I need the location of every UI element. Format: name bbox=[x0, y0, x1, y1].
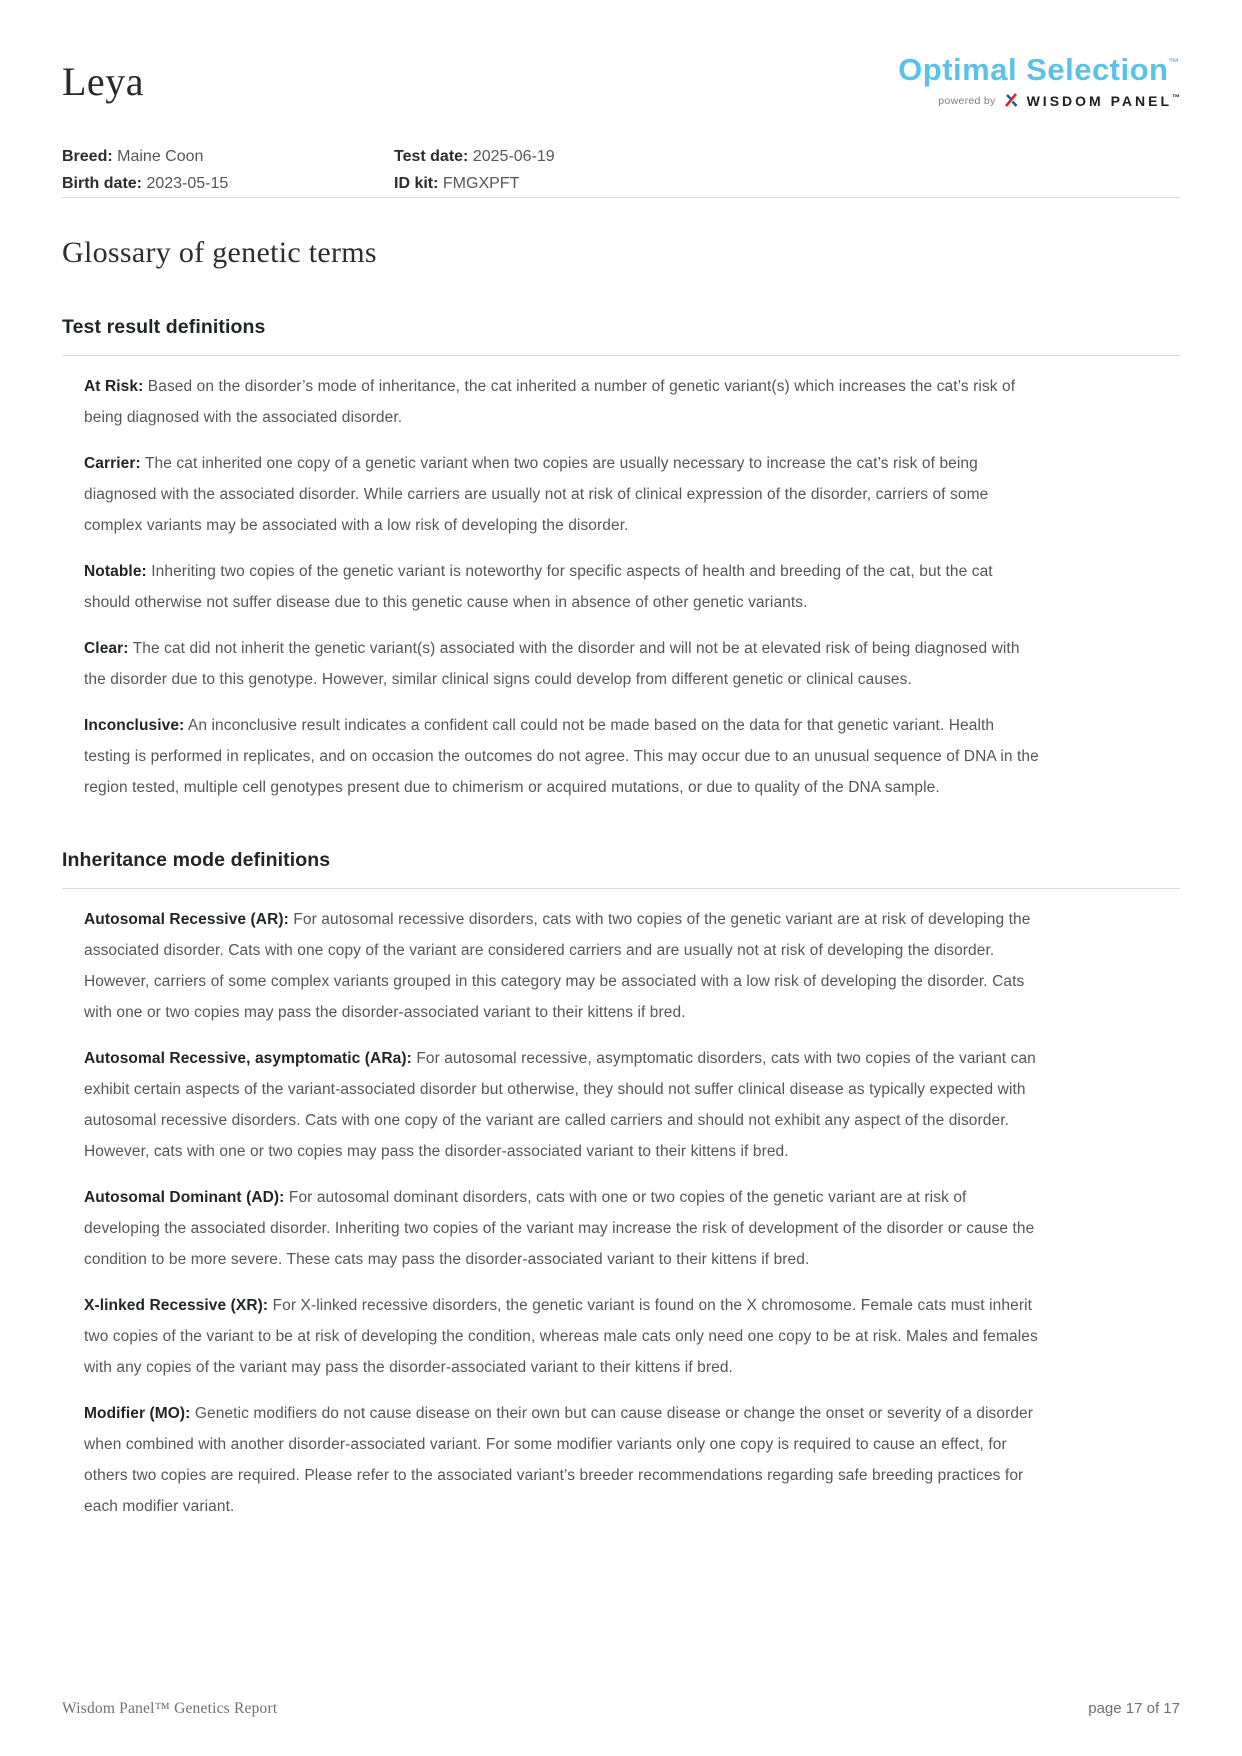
wisdom-panel-text: WISDOM PANEL bbox=[1026, 92, 1172, 109]
definition-text: For autosomal recessive, asymptomatic disorders, cats with two copies of the variant can exhibit certain aspects of the variant-associated disorder but otherwise, they should not suffer clinical disease as typically expected with autosomal recessive disorders. Cats with one copy of the variant are called carriers and should not exhibit any aspect of the disorder. However, cats with one or two copies may pass the disorder-associated variant to their kittens if bred. bbox=[84, 1050, 1036, 1160]
id-kit-label: ID kit: bbox=[394, 175, 439, 192]
definition-term: Autosomal Dominant (AD): bbox=[84, 1189, 285, 1206]
definition-entry bbox=[84, 1290, 1042, 1383]
definition-text: Inheriting two copies of the genetic variant is noteworthy for specific aspects of health and breeding of the cat, but the cat should otherwise not suffer disease due to this genetic cause when in absence of other genetic variants. bbox=[84, 563, 993, 611]
definition-entry bbox=[84, 1043, 1042, 1167]
definition-entry bbox=[84, 1398, 1042, 1522]
breed-value: Maine Coon bbox=[117, 148, 204, 165]
definition-term: Inconclusive: bbox=[84, 717, 185, 734]
definition-text: Based on the disorder’s mode of inheritance, the cat inherited a number of genetic variant(s) which increases the cat’s risk of being diagnosed with the associated disorder. bbox=[84, 378, 1016, 426]
definition-text: For autosomal recessive disorders, cats with two copies of the genetic variant are at risk of developing the associated disorder. Cats with one copy of the variant are considered carriers and are usually not at risk of developing the disorder. However, carriers of some complex variants grouped in this category may be associated with a low risk of developing the disorder. Cats with one or two copies may pass the disorder-associated variant to their kittens if bred. bbox=[84, 911, 1031, 1021]
definitions-section bbox=[62, 849, 1180, 1522]
definition-term: X-linked Recessive (XR): bbox=[84, 1297, 269, 1314]
definition-entry bbox=[84, 904, 1042, 1028]
powered-by-row bbox=[898, 92, 1180, 109]
footer-page-number: page 17 of 17 bbox=[1088, 1700, 1180, 1717]
definition-entry bbox=[84, 1182, 1042, 1275]
breed-label: Breed: bbox=[62, 148, 113, 165]
definition-term: Notable: bbox=[84, 563, 147, 580]
definition-text: Genetic modifiers do not cause disease on their own but can cause disease or change the onset or severity of a disorder when combined with another disorder-associated variant. For some modifier variants only one copy is required to cause an effect, for others two copies are required. Please refer to the associated variant’s breeder recommendations regarding safe breeding practices for each modifier variant. bbox=[84, 1405, 1034, 1515]
breed-row bbox=[62, 143, 394, 170]
section-title: Inheritance mode definitions bbox=[62, 849, 331, 871]
definition-entry bbox=[84, 448, 1042, 541]
definition-entry bbox=[84, 710, 1042, 803]
definition-text: The cat inherited one copy of a genetic variant when two copies are usually necessary to increase the cat’s risk of being diagnosed with the associated disorder. While carriers are usually not at risk of clinical expression of the disorder, carriers of some complex variants may be associated with a low risk of developing the disorder. bbox=[84, 455, 989, 534]
brand-wordmark bbox=[898, 54, 1180, 85]
report-header bbox=[62, 52, 1180, 109]
section-divider bbox=[62, 355, 1180, 356]
definition-text: For autosomal dominant disorders, cats with one or two copies of the genetic variant are at risk of developing the associated disorder. Inheriting two copies of the variant may increase the risk of development of the disorder or cause the condition to be more severe. These cats may pass the disorder-associated variant to their kittens if bred. bbox=[84, 1189, 1035, 1268]
definition-text: The cat did not inherit the genetic variant(s) associated with the disorder and will not be at elevated risk of being diagnosed with the disorder due to this genotype. However, similar clinical signs could develop from different genetic or clinical causes. bbox=[84, 640, 1020, 688]
definition-term: At Risk: bbox=[84, 378, 144, 395]
definition-entry bbox=[84, 371, 1042, 433]
section-title: Test result definitions bbox=[62, 316, 266, 338]
header-divider bbox=[62, 197, 1180, 198]
birth-date-label: Birth date: bbox=[62, 175, 142, 192]
definitions-section bbox=[62, 316, 1180, 803]
definition-term: Autosomal Recessive, asymptomatic (ARa): bbox=[84, 1050, 412, 1067]
test-date-label: Test date: bbox=[394, 148, 469, 165]
powered-by-label: powered by bbox=[938, 94, 996, 107]
brand-text: Optimal Selection bbox=[898, 52, 1169, 87]
trademark-symbol: ™ bbox=[1168, 57, 1180, 69]
definition-entries bbox=[84, 904, 1042, 1522]
dna-helix-icon bbox=[1003, 92, 1020, 109]
birth-date-row bbox=[62, 170, 394, 197]
test-date-value: 2025-06-19 bbox=[472, 148, 555, 165]
definition-term: Modifier (MO): bbox=[84, 1405, 191, 1422]
meta-column-left bbox=[62, 143, 394, 197]
test-date-row bbox=[394, 143, 555, 170]
definition-entries bbox=[84, 371, 1042, 803]
definition-term: Clear: bbox=[84, 640, 129, 657]
optimal-selection-logo bbox=[898, 54, 1180, 109]
id-kit-value: FMGXPFT bbox=[442, 175, 520, 192]
id-kit-row bbox=[394, 170, 555, 197]
definition-text: For X-linked recessive disorders, the genetic variant is found on the X chromosome. Female cats must inherit two copies of the variant to be at risk of developing the condition, whereas male cats only need one copy to be at risk. Males and females with any copies of the variant may pass the disorder-associated variant to their kittens if bred. bbox=[84, 1297, 1038, 1376]
footer-report-name: Wisdom Panel™ Genetics Report bbox=[62, 1700, 278, 1717]
definition-entry bbox=[84, 556, 1042, 618]
birth-date-value: 2023-05-15 bbox=[146, 175, 229, 192]
trademark-symbol: ™ bbox=[1172, 92, 1180, 102]
page-footer bbox=[62, 1700, 1180, 1718]
pet-name: Leya bbox=[62, 59, 144, 104]
definition-entry bbox=[84, 633, 1042, 695]
definition-text: An inconclusive result indicates a confident call could not be made based on the data for that genetic variant. Health testing is performed in replicates, and on occasion the outcomes do not agree. This may occur due to an unusual sequence of DNA in the region tested, multiple cell genotypes present due to chimerism or acquired mutations, or due to quality of the DNA sample. bbox=[84, 717, 1039, 796]
sections bbox=[62, 316, 1180, 1522]
wisdom-panel-wordmark bbox=[1027, 93, 1180, 109]
page-title: Glossary of genetic terms bbox=[62, 236, 377, 269]
section-divider bbox=[62, 888, 1180, 889]
definition-term: Carrier: bbox=[84, 455, 141, 472]
definition-term: Autosomal Recessive (AR): bbox=[84, 911, 289, 928]
meta-column-right bbox=[394, 143, 555, 197]
pet-meta bbox=[62, 143, 1180, 197]
